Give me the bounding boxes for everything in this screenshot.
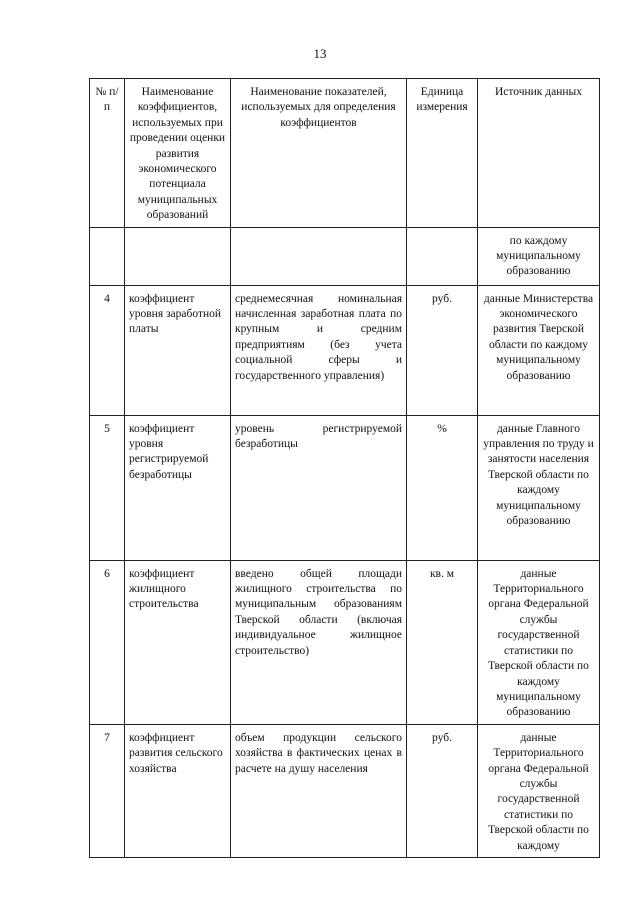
cell-indicator: среднемесячная номинальная начисленная заработная плата по крупным и средним предприятиям (без учета социальной сферы и государственного управления) [231, 285, 407, 415]
coefficients-table [89, 78, 600, 858]
cell-indicator: уровень регистрируемой безработицы [231, 415, 407, 560]
cell-unit [407, 227, 478, 285]
cell-number: 6 [90, 560, 125, 724]
cell-coefficient: коэффициент уровня регистрируемой безработицы [125, 415, 231, 560]
cell-source: данные Главного управления по труду и занятости населения Тверской области по каждому муниципальному образованию [478, 415, 600, 560]
cell-source: по каждому муниципальному образованию [478, 227, 600, 285]
table-row [90, 560, 600, 724]
cell-number: 7 [90, 724, 125, 857]
cell-indicator: введено общей площади жилищного строительства по муниципальным образованиям Тверской области (включая индивидуальное жилищное строительство) [231, 560, 407, 724]
table-row [90, 724, 600, 857]
header-coefficient-name: Наименование коэффициентов, используемых при проведении оценки развития экономического потенциала муниципальных образований [125, 79, 231, 228]
cell-number: 5 [90, 415, 125, 560]
cell-source: данные Территориального органа Федеральной службы государственной статистики по Тверской области по каждому муниципальному образованию [478, 560, 600, 724]
cell-source: данные Министерства экономического развития Тверской области по каждому муниципальному образованию [478, 285, 600, 415]
cell-coefficient: коэффициент развития сельского хозяйства [125, 724, 231, 857]
header-unit: Единица измерения [407, 79, 478, 228]
page-number: 13 [313, 46, 327, 61]
cell-indicator: объем продукции сельского хозяйства в фактических ценах в расчете на душу населения [231, 724, 407, 857]
cell-indicator [231, 227, 407, 285]
table-header-row [90, 79, 600, 228]
cell-coefficient [125, 227, 231, 285]
header-source: Источник данных [478, 79, 600, 228]
cell-number [90, 227, 125, 285]
cell-source: данные Территориального органа Федеральной службы государственной статистики по Тверской области по каждому [478, 724, 600, 857]
cell-coefficient: коэффициент уровня заработной платы [125, 285, 231, 415]
table-row-continuation [90, 227, 600, 285]
cell-unit: руб. [407, 285, 478, 415]
cell-number: 4 [90, 285, 125, 415]
header-indicator-name: Наименование показателей, используемых для определения коэффициентов [231, 79, 407, 228]
cell-coefficient: коэффициент жилищного строительства [125, 560, 231, 724]
cell-unit: кв. м [407, 560, 478, 724]
cell-unit: руб. [407, 724, 478, 857]
table-row [90, 415, 600, 560]
cell-unit: % [407, 415, 478, 560]
header-number: № п/п [90, 79, 125, 228]
table-row [90, 285, 600, 415]
